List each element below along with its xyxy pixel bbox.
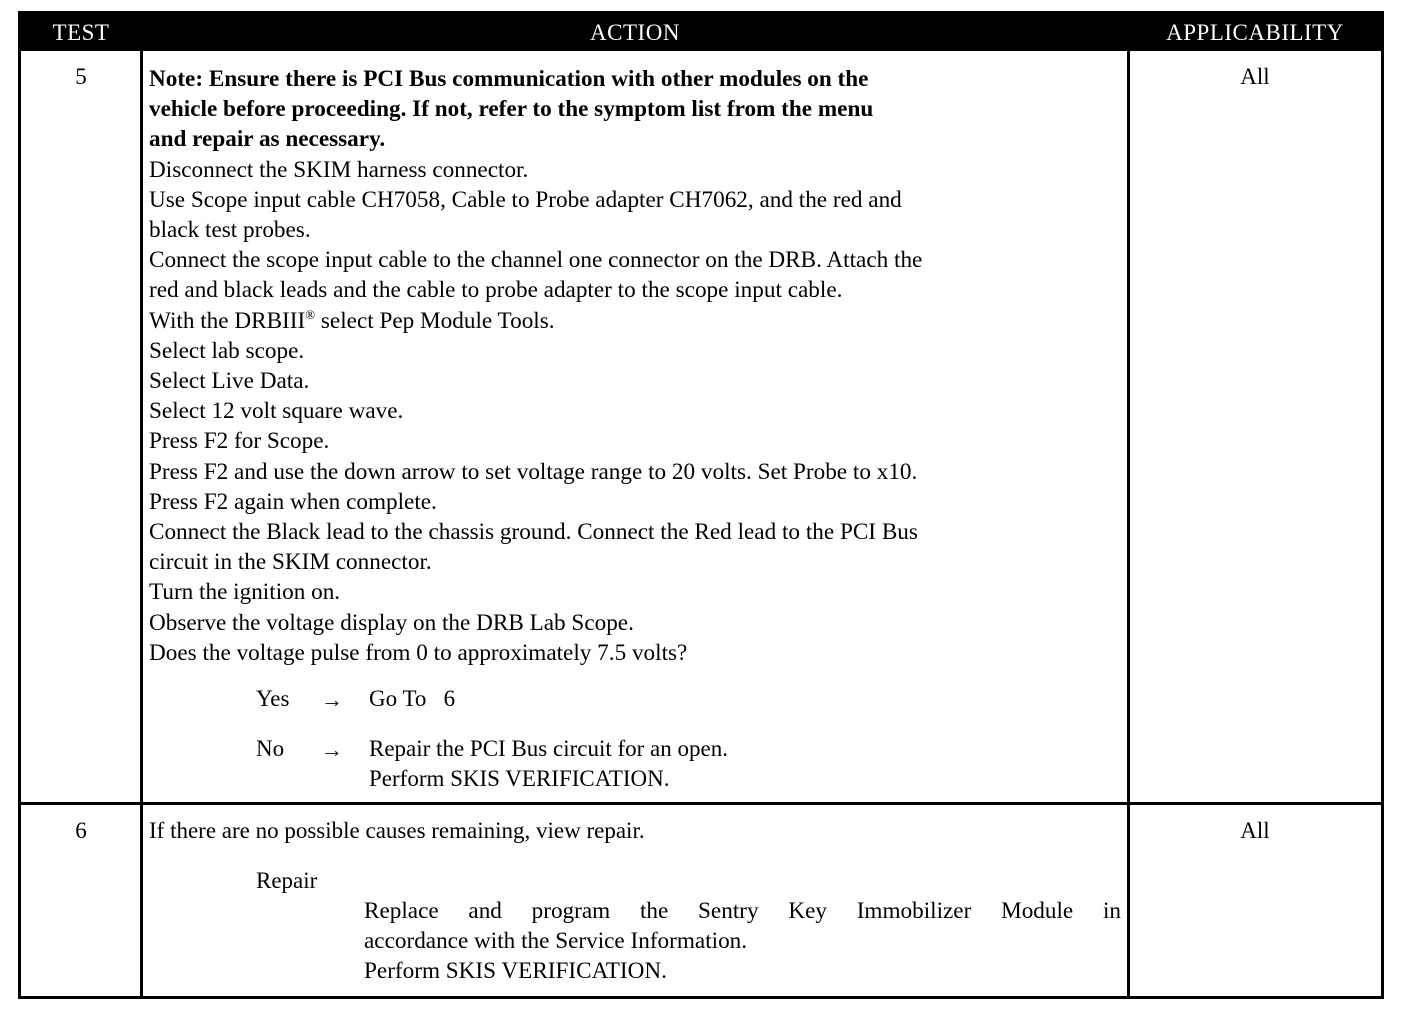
arrow-right-icon: → [321,737,343,762]
column-divider-test [140,51,143,996]
header-applicability: APPLICABILITY [1166,20,1344,45]
no-action-2: Perform SKIS VERIFICATION. [369,766,670,791]
note-line: Note: Ensure there is PCI Bus communication with other modules on the [149,66,869,92]
note-line: vehicle before proceeding. If not, refer to the symptom list from the menu [149,96,874,123]
step-line: Press F2 and use the down arrow to set voltage range to 20 volts. Set Probe to x10. [149,458,918,485]
step-line: black test probes. [149,217,311,244]
step-line: Select 12 volt square wave. [149,398,404,425]
yes-label: Yes [256,686,290,711]
no-action-1: Repair the PCI Bus circuit for an open. [369,736,728,761]
row-divider [21,802,1381,805]
step-line: Press F2 for Scope. [149,428,330,455]
step-line: Use Scope input cable CH7058, Cable to Probe adapter CH7062, and the red and [149,186,902,213]
test-number-6: 6 [75,818,87,843]
test-number-5: 5 [75,64,87,89]
repair-text [364,896,1121,987]
drb-suffix: select Pep Module Tools. [315,307,555,334]
repair-line: Perform SKIS VERIFICATION. [364,958,667,985]
diagnostic-table [18,11,1384,999]
step-line: Select Live Data. [149,368,310,395]
drb-text: With the DRBIII [149,307,306,334]
step-line: Connect the Black lead to the chassis ground. Connect the Red lead to the PCI Bus [149,519,918,546]
action-5 [149,64,1121,668]
yes-goto[interactable]: Go To 6 [369,686,456,711]
table-header [21,14,1381,51]
repair-label: Repair [256,868,318,893]
header-action: ACTION [590,20,680,45]
repair-line: Replace and program the Sentry Key Immobilizer Module in [364,898,1121,924]
registered-mark: ® [305,306,316,322]
step-line: Does the voltage pulse from 0 to approximately 7.5 volts? [149,639,688,666]
step-line: Press F2 again when complete. [149,488,437,515]
applicability-5: All [1240,64,1270,89]
step-line: Turn the ignition on. [149,579,341,606]
header-test: TEST [52,20,110,45]
step-line: Connect the scope input cable to the channel one connector on the DRB. Attach the [149,247,923,274]
step-line: Disconnect the SKIM harness connector. [149,156,529,183]
step-line: Select lab scope. [149,337,305,364]
note-line: and repair as necessary. [149,126,386,153]
step-line-drb [149,306,1121,336]
row6-line: If there are no possible causes remaining, view repair. [149,818,645,843]
step-line: circuit in the SKIM connector. [149,549,432,576]
applicability-6: All [1240,818,1270,843]
arrow-right-icon: → [321,687,343,712]
repair-line: accordance with the Service Information. [364,928,748,955]
step-line: red and black leads and the cable to probe adapter to the scope input cable. [149,277,843,304]
column-divider-applicability [1127,51,1130,996]
step-line: Observe the voltage display on the DRB Lab Scope. [149,609,634,636]
no-label: No [256,736,285,761]
